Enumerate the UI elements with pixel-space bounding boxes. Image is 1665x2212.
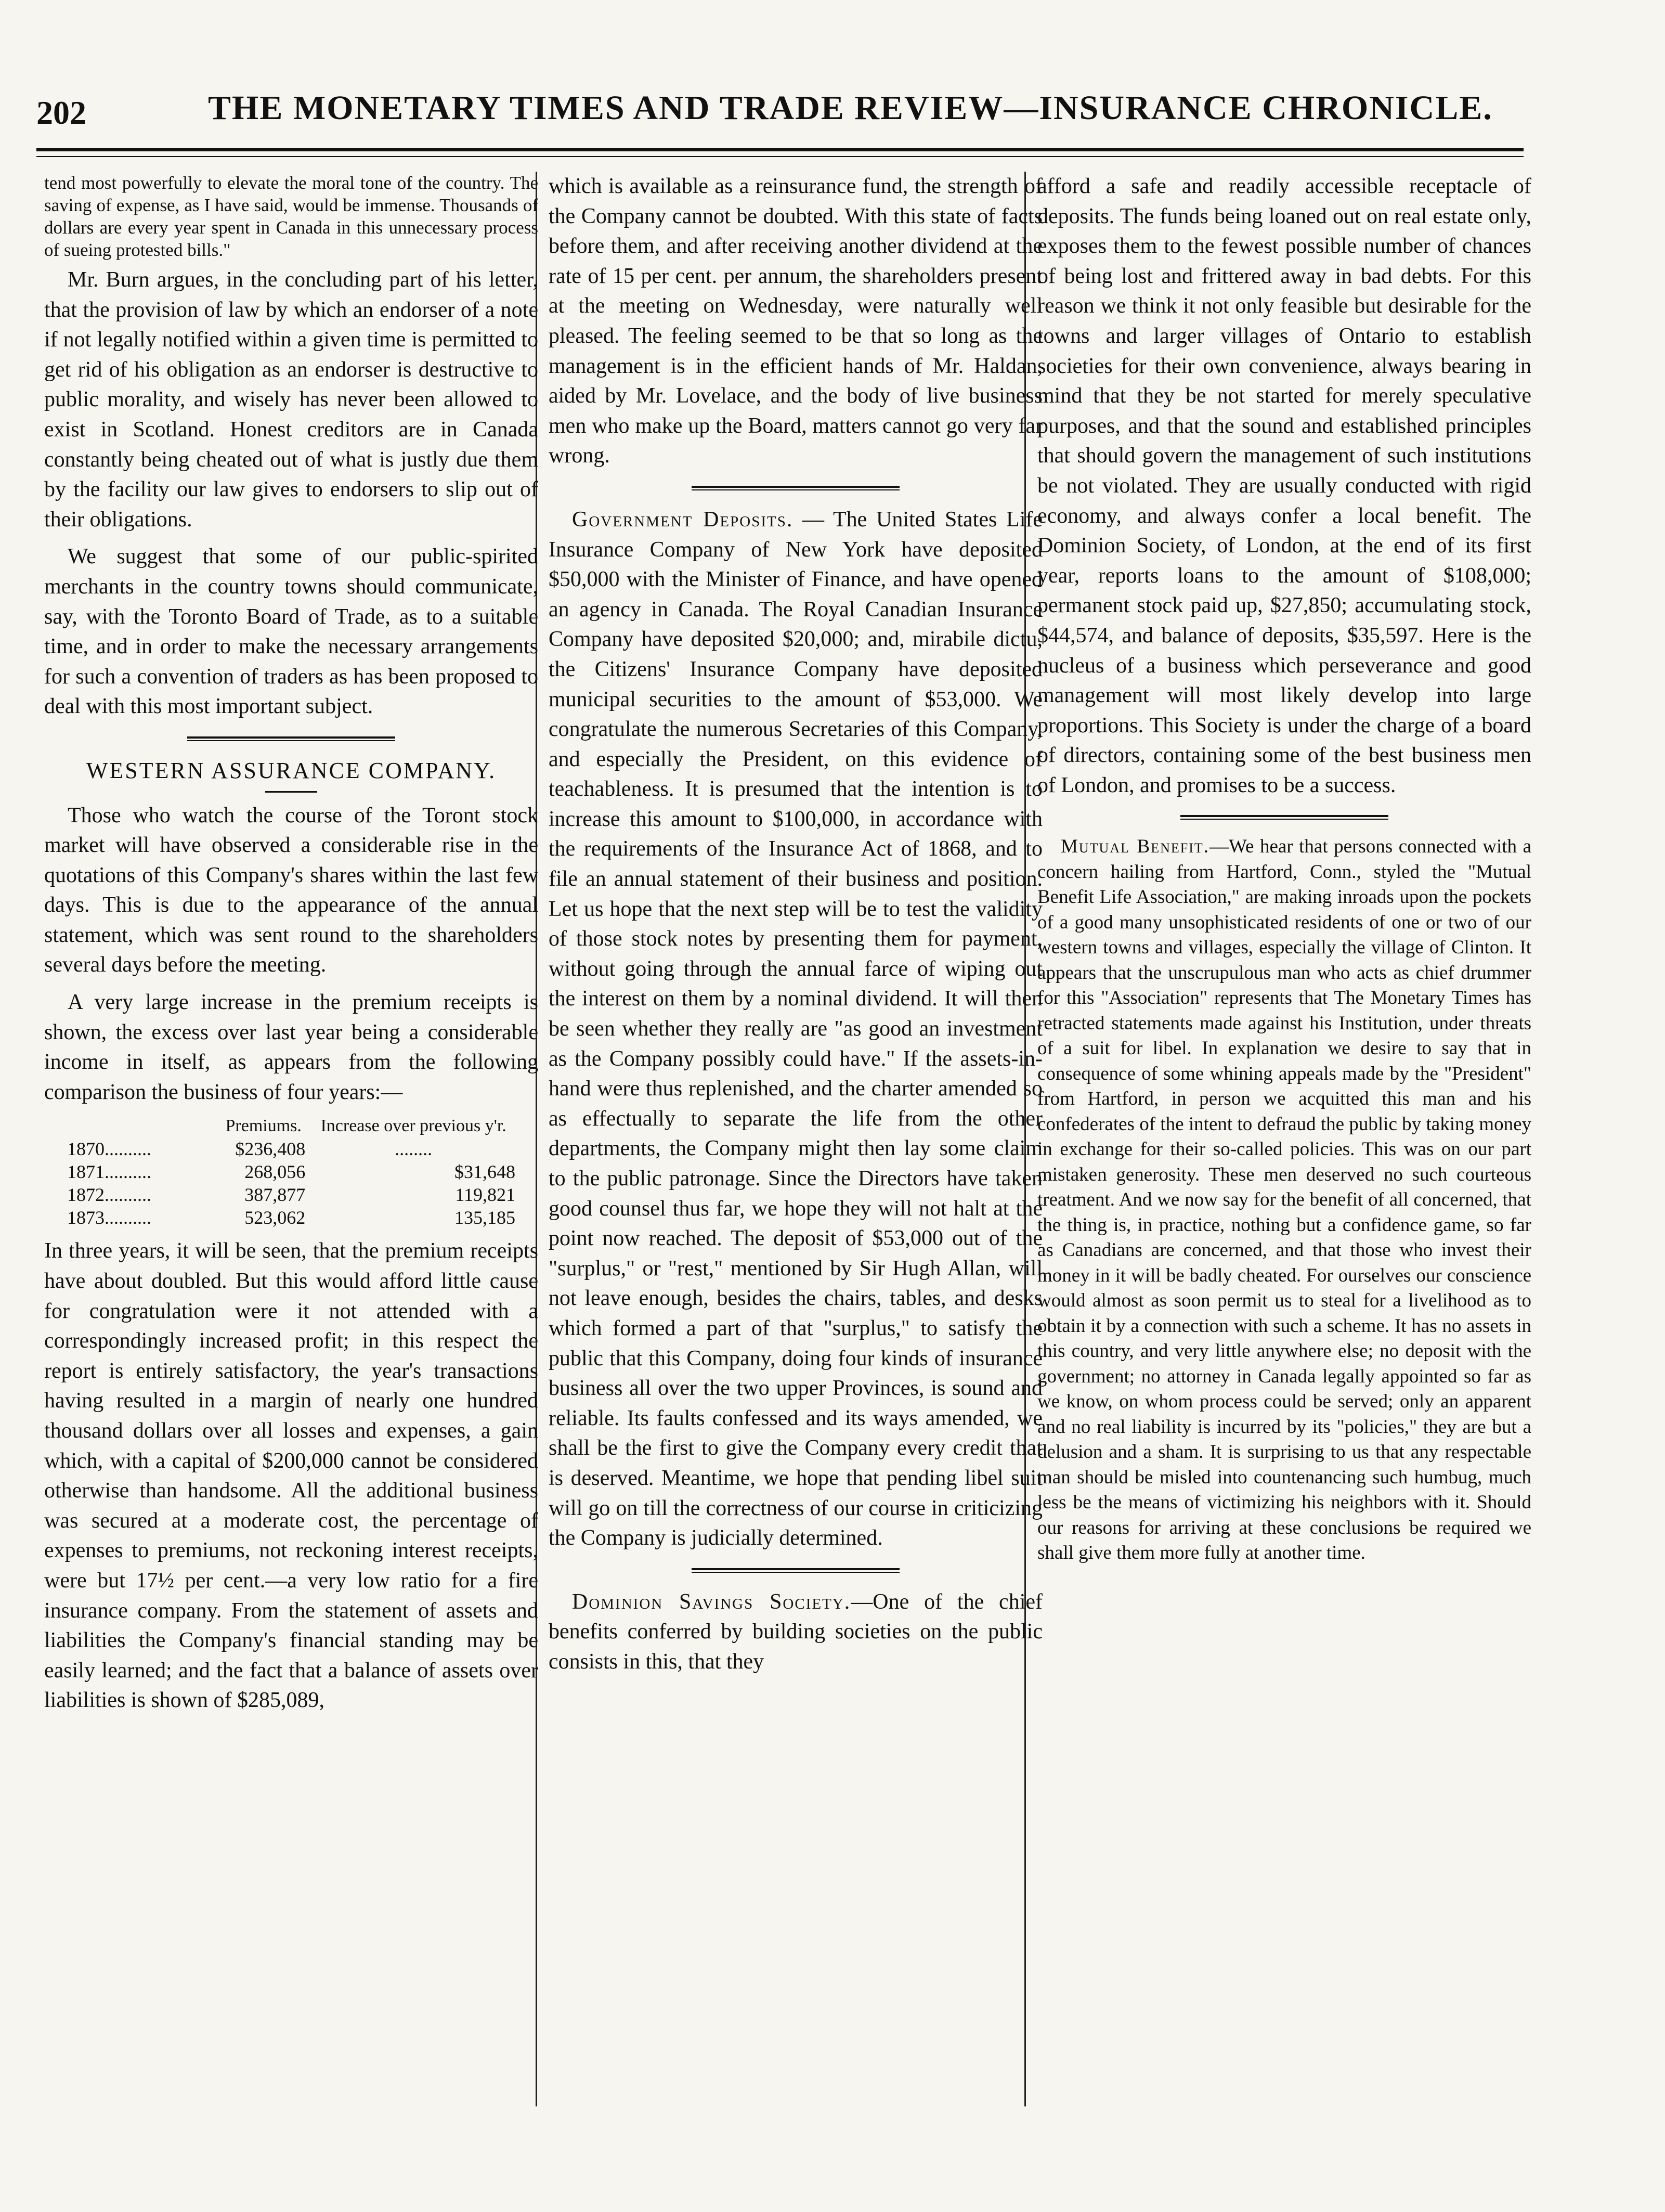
paragraph: Those who watch the course of the Toront stock market will have observed a considerable rise in the quotations of this Company's shares within the last few days. This is due to the appearance of the annual statement, which was sent round to the shareholders several days before the meeting. bbox=[44, 803, 538, 977]
premium-table bbox=[64, 1115, 518, 1229]
table-cell-year: 1870.......... bbox=[67, 1139, 151, 1160]
section-separator bbox=[692, 1568, 900, 1573]
table-row bbox=[64, 1160, 518, 1183]
title-rule bbox=[265, 791, 317, 793]
table-cell-premium: 387,877 bbox=[244, 1184, 306, 1206]
paragraph bbox=[1037, 834, 1531, 1566]
paragraph bbox=[549, 505, 1043, 1554]
column-1 bbox=[44, 172, 538, 2112]
table-header: Increase over previous y'r. bbox=[320, 1116, 506, 1136]
paragraph-heading: Mutual Benefit. bbox=[1061, 836, 1210, 858]
header-rule bbox=[36, 148, 1524, 151]
table-cell-increase: ........ bbox=[395, 1139, 433, 1160]
table-cell-increase: $31,648 bbox=[454, 1161, 515, 1183]
section-title: WESTERN ASSURANCE COMPANY. bbox=[86, 757, 497, 783]
page-number: 202 bbox=[36, 94, 86, 131]
paragraph: Mr. Burn argues, in the concluding part of his letter, that the provision of law by which an endorser of a note if not legally notified within a given time is permitted to get rid of his obligation as an endorser is destructive to public morality, and wisely has never been allowed to exist in Scotland. Honest creditors are in Canada constantly being cheated out of what is justly due them by the facility our law gives to endorsers to slip out of their obligations. bbox=[44, 268, 538, 532]
table-header-row bbox=[64, 1115, 518, 1137]
table-cell-year: 1871.......... bbox=[67, 1161, 151, 1183]
paragraph-heading: Dominion Savings Society. bbox=[572, 1589, 851, 1614]
paragraph: We suggest that some of our public-spirited merchants in the country towns should communicate, say, with the Toronto Board of Trade, as to a suitable time, and in order to make the necessary arrangements for such a convention of traders as has been proposed to deal with this most important subject. bbox=[44, 545, 538, 719]
table-cell-year: 1872.......... bbox=[67, 1184, 151, 1206]
paragraph: tend most powerfully to elevate the moral tone of the country. The saving of expense, as I have said, would be immense. Thousands of dollars are every year spent in Canada in this unnecessary process of sueing protested bills." bbox=[44, 173, 538, 260]
paragraph-text: —We hear that persons connected with a concern hailing from Hartford, Conn., styled the "Mutual Benefit Life Association," are making inroads upon the pockets of a good many unsophisticated residents of one or two of our western towns and villages, especially the village of Clinton. It appears that the unscrupulous man who acts as chief drummer for this "Association" represents that The Monetary Times has retracted statements made against his Institution, under threats of a suit for libel. In explanation we desire to say that in consequence of some whining appeals made by the "President" from Hartford, in person we acquitted this man and his confederates of the intent to defraud the public by taking money in exchange for their so-called policies. This was on our part mistaken generosity. These men deserved no such courteous treatment. And we now say for the benefit of all concerned, that the thing is, in practice, nothing but a confidence game, so far as Canadians are concerned, and that those who invest their money in it will be badly cheated. For ourselves our conscience would almost as soon permit us to steal for a livelihood as to obtain it by a connection with such a scheme. It has no assets in this country, and very little anywhere else; no deposit with the government; no attorney in Canada legally appointed so far as we know, on whom process could be served; only an apparent and no real liability is incurred by its "policies," they are but a delusion and a sham. It is surprising to us that any respectable man should be misled into countenancing such humbug, much less be the means of victimizing his neighbors with it. Should our reasons for arriving at these conclusions be required we shall give them more fully at another time. bbox=[1037, 836, 1531, 1564]
table-cell-increase: 119,821 bbox=[455, 1184, 515, 1206]
table-row bbox=[64, 1183, 518, 1206]
header-rule-thin bbox=[36, 156, 1524, 157]
paragraph: which is available as a reinsurance fund, the strength of the Company cannot be doubted. With this state of facts before them, and after receiving another dividend at the rate of 15 per cent. per annum, the shareholders present at the meeting on Wednesday, were naturally well pleased. The feeling seemed to be that so long as the management is in the efficient hands of Mr. Haldan, aided by Mr. Lovelace, and the body of live business men who make up the Board, matters cannot go very far wrong. bbox=[549, 174, 1043, 468]
section-separator bbox=[187, 736, 395, 741]
paragraph-text: — The United States Life Insurance Company of New York have deposited $50,000 with the Minister of Finance, and have opened an agency in Canada. The Royal Canadian Insurance Company have deposited $20,000; and, mirabile dictu, the Citizens' Insurance Company have deposited municipal securities to the amount of $53,000. We congratulate the numerous Secretaries of this Company, and especially the President, on this evidence of teachableness. It is presumed that the intention is to increase this amount to $100,000, in accordance with the requirements of the Insurance Act of 1868, and to file an annual statement of their business and position. Let us hope that the next step will be to test the validity of those stock notes by presenting them for payment, without going through the annual farce of wiping out the interest on them by a nominal dividend. It will then be seen whether they really are "as good an investment as the Company possibly could have." If the assets-in-hand were thus replenished, and the charter amended so as effectually to separate the life from the other departments, the Company might then lay some claim to the public patronage. Since the Directors have taken good counsel thus far, we hope they will not halt at the point now reached. The deposit of $53,000 out of the "surplus," or "rest," mentioned by Sir Hugh Allan, will not leave enough, besides the chairs, tables, and desks which formed a part of that "surplus," to satisfy the public that this Company, doing four kinds of insurance business all over the two upper Provinces, is sound and reliable. Its faults confessed and its ways amended, we shall be the first to give the Company every credit that is deserved. Meantime, we hope that pending libel suit will go on till the correctness of our course in criticizing the Company is judicially determined. bbox=[549, 507, 1043, 1550]
running-head-title: THE MONETARY TIMES AND TRADE REVIEW—INSURANCE CHRONICLE. bbox=[208, 89, 1493, 127]
table-row bbox=[64, 1206, 518, 1229]
table-header bbox=[64, 1115, 218, 1137]
table-cell-premium: $236,408 bbox=[235, 1139, 306, 1160]
paragraph-heading: Government Deposits. bbox=[572, 507, 794, 532]
table-row bbox=[64, 1137, 518, 1160]
section-separator bbox=[692, 486, 900, 490]
column-3 bbox=[1037, 172, 1531, 2112]
page-header bbox=[36, 88, 1518, 140]
paragraph: afford a safe and readily accessible receptacle of deposits. The funds being loaned out on real estate only, exposes them to the fewest possible number of chances of being lost and frittered away in bad debts. For this reason we think it not only feasible but desirable for the towns and larger villages of Ontario to establish societies for their own convenience, always bearing in mind that they be not started for merely speculative purposes, and that the sound and established principles that should govern the management of such institutions be not violated. They are usually conducted with rigid economy, and always confer a local benefit. The Dominion Society, of London, at the end of its first year, reports loans to the amount of $108,000; permanent stock paid up, $27,850; accumulating stock, $44,574, and balance of deposits, $35,597. Here is the nucleus of a business which perseverance and good management will most likely develop into large proportions. This Society is under the charge of a board of directors, containing some of the best business men of London, and promises to be a success. bbox=[1037, 174, 1531, 797]
table-cell-increase: 135,185 bbox=[454, 1207, 515, 1228]
paragraph bbox=[549, 1587, 1043, 1677]
paragraph: In three years, it will be seen, that the premium receipts have about doubled. But this would afford little cause for congratulation were it not attended with a correspondingly increased profit; in this respect the report is entirely satisfactory, the year's transactions having resulted in a margin of nearly one hundred thousand dollars over all losses and expenses, a gain which, with a capital of $200,000 cannot be considered otherwise than handsome. All the additional business was secured at a moderate cost, the percentage of expenses to premiums, not reckoning interest receipts, were but 17½ per cent.—a very low ratio for a fire insurance company. From the statement of assets and liabilities the Company's financial standing may be easily learned; and the fact that a balance of assets over liabilities is shown of $285,089, bbox=[44, 1239, 538, 1713]
table-cell-premium: 268,056 bbox=[244, 1161, 306, 1183]
paragraph: A very large increase in the premium receipts is shown, the excess over last year being a considerable income in itself, as appears from the following comparison the business of four years:— bbox=[44, 990, 538, 1104]
paragraph-text: —One of the chief benefits conferred by building societies on the public consists in this, that they bbox=[549, 1589, 1043, 1674]
table-cell-year: 1873.......... bbox=[67, 1207, 151, 1228]
table-cell-premium: 523,062 bbox=[244, 1207, 306, 1228]
table-header: Premiums. bbox=[225, 1116, 302, 1136]
section-separator bbox=[1180, 815, 1388, 820]
column-2 bbox=[549, 172, 1043, 2112]
